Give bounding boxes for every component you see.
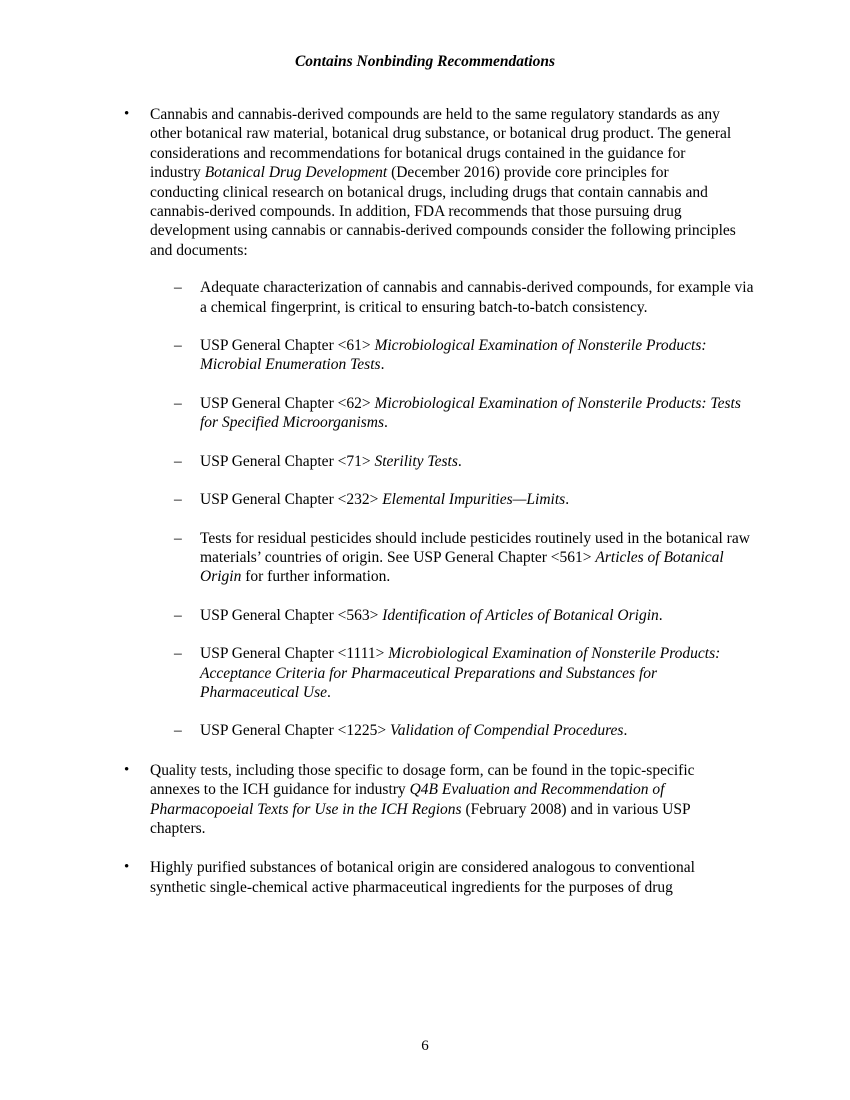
bullet-item [0, 858, 850, 897]
text-run: USP General Chapter <61> [200, 337, 375, 355]
dash-icon: – [174, 452, 182, 470]
sub-item [0, 644, 850, 702]
text-run: USP General Chapter <1111> [200, 645, 389, 663]
sub-item-text [200, 490, 755, 509]
chapter-title: Microbiological Examination of Nonsterile Products: Tests for Specified Microorganisms [200, 394, 741, 432]
chapter-title: Articles of Botanical Origin [200, 548, 724, 586]
bullet-item [0, 761, 850, 839]
dash-icon: – [174, 722, 182, 740]
sub-item-text [200, 452, 755, 471]
sub-item [0, 336, 850, 375]
sub-item [0, 394, 850, 433]
sub-item-text [200, 336, 752, 375]
sub-item-text [200, 278, 755, 317]
chapter-title: Elemental Impurities—Limits [382, 491, 566, 509]
sub-item [0, 490, 850, 509]
text-run: USP General Chapter <62> [200, 394, 375, 412]
text-run: (February 2008) and in various USP chapters. [150, 800, 691, 837]
text-run: . [326, 683, 331, 701]
dash-icon: – [174, 491, 182, 509]
text-run: for further information. [241, 568, 391, 586]
bullet-list [0, 105, 850, 897]
sub-item [0, 452, 850, 471]
text-run: (December 2016) provide core principles for conducting clinical research on botanical drugs, including drugs that contain cannabis and cannabis-derived compounds. In addition, FDA recommends that those pursuing drug development using cannabis or cannabis-derived compounds consider the following principles and documents: [150, 164, 736, 259]
text-run: . [565, 491, 570, 509]
bullet-text [150, 105, 738, 260]
dash-icon: – [174, 337, 182, 355]
guidance-title: Botanical Drug Development [204, 164, 388, 182]
text-run: USP General Chapter <71> [200, 452, 375, 470]
guidance-title: Q4B Evaluation and Recommendation of Pharmacopoeial Texts for Use in the ICH Regions [150, 781, 665, 818]
page-number: 6 [421, 1038, 429, 1054]
text-run: . [658, 606, 663, 624]
text-run: Quality tests, including those specific to dosage form, can be found in the topic-specific annexes to the ICH guidance for industry [150, 761, 695, 799]
text-run: Tests for residual pesticides should include pesticides routinely used in the botanical raw materials’ countries of origin. See USP General Chapter <561> [200, 529, 750, 566]
dash-icon: – [174, 606, 182, 624]
bullet-item [0, 105, 850, 741]
bullet-icon: • [124, 106, 130, 122]
text-run: . [457, 452, 462, 470]
text-run: . [380, 356, 385, 374]
chapter-title: Microbiological Examination of Nonsterile Products: Microbial Enumeration Tests [200, 337, 707, 374]
bullet-icon: • [124, 761, 130, 778]
bullet-icon: • [124, 859, 130, 876]
bullet-text [150, 761, 740, 839]
text-run: . [623, 722, 628, 740]
bullet-text [150, 858, 740, 897]
text-run: USP General Chapter <232> [200, 491, 383, 509]
sub-item-text [200, 606, 755, 625]
dash-icon: – [174, 394, 182, 412]
sub-item [0, 721, 850, 740]
sub-item-text [200, 644, 752, 702]
text-run: USP General Chapter <1225> [200, 722, 390, 740]
text-run: Cannabis and cannabis-derived compounds are held to the same regulatory standards as any other botanical raw material, botanical drug substance, or botanical drug product. The general considerations and recommendations for botanical drugs contained in the guidance for industry [150, 106, 732, 182]
sub-item [0, 529, 850, 587]
dash-icon: – [174, 645, 182, 663]
text-run: Adequate characterization of cannabis and cannabis-derived compounds, for example via a chemical fingerprint, is critical to ensuring batch-to-batch consistency. [200, 279, 754, 316]
sub-item-text [200, 394, 752, 433]
chapter-title: Identification of Articles of Botanical Origin [382, 606, 659, 624]
text-run: . [383, 414, 388, 432]
dash-icon: – [174, 279, 182, 297]
chapter-title: Validation of Compendial Procedures [389, 722, 624, 740]
page-header: Contains Nonbinding Recommendations [294, 53, 556, 70]
sub-item-text [200, 529, 752, 587]
chapter-title: Microbiological Examination of Nonsterile Products: Acceptance Criteria for Pharmaceutical Preparations and Substances for Pharmaceutical Use [200, 645, 721, 701]
chapter-title: Sterility Tests [374, 452, 458, 470]
text-run: Highly purified substances of botanical origin are considered analogous to conventional synthetic single-chemical active pharmaceutical ingredients for the purposes of drug [150, 859, 695, 896]
sub-item [0, 278, 850, 317]
sub-item-text [200, 721, 755, 740]
dash-icon: – [174, 529, 182, 547]
sub-list [0, 278, 850, 741]
text-run: USP General Chapter <563> [200, 606, 383, 624]
sub-item [0, 606, 850, 625]
